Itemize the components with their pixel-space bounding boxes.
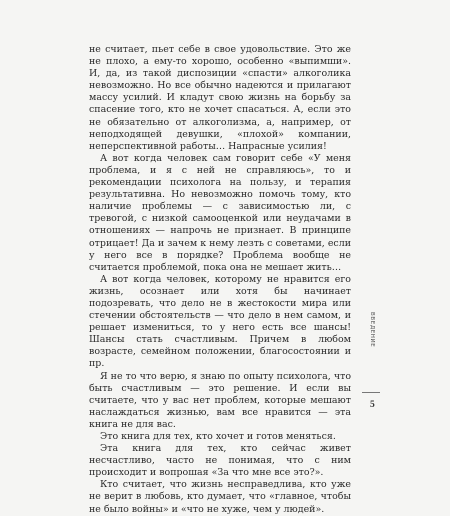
page-number: 5: [370, 400, 375, 410]
body-text: [89, 44, 351, 516]
paragraph: Эта книга для тех, кто сейчас живет несчастливо, часто не понимая, что с ним происходит и вопрошая «За что мне все это?».: [89, 443, 351, 479]
running-section-label: ВВЕДЕНИЕ: [369, 312, 375, 348]
paragraph: Это книга для тех, кто хочет и готов меняться.: [100, 431, 336, 442]
section-divider-rule: [362, 392, 380, 393]
paragraph: А вот когда человек сам говорит себе «У меня проблема, и я с ней не справляюсь», то и рекомендации психолога на пользу, и терапия результативна. Но невозможно помочь тому, кто наличие проблемы — с зависимостью ли, с тревогой, с низкой самооценкой или неудачами в отношениях — напрочь не признает. В принципе отрицает! Да и зачем к нему лезть с советами, если у него все в порядке? Проблема вообще не считается проблемой, пока она не мешает жить…: [89, 152, 351, 273]
paragraph: не считает, пьет себе в свое удовольствие. Это же не плохо, а ему-то хорошо, особенно «выпимши». И, да, из такой диспозиции «спасти» алкоголика невозможно. Но все обычно надеются и прилагают массу усилий. И кладут свою жизнь на борьбу за спасение того, кто не хочет спасаться. А, если это не обязательно от алкоголизма, а, например, от неподходящей девушки, «плохой» компании, неперспективной работы… Напрасные усилия!: [89, 44, 351, 152]
paragraph: Кто считает, что жизнь несправедлива, кто уже не верит в любовь, кто думает, что «главное, чтобы не было войны» и «что не хуже, чем у людей».: [89, 479, 351, 515]
paragraph: А вот когда человек, которому не нравится его жизнь, осознает или хотя бы начинает подозревать, что дело не в жестокости мира или стечении обстоятельств — что дело в нем самом, и решает измениться, то у него есть все шансы! Шансы стать счастливым. Причем в любом возрасте, семейном положении, благосостоянии и пр.: [89, 273, 351, 370]
paragraph: Я не то что верю, я знаю по опыту психолога, что быть счастливым — это решение. И если вы считаете, что у вас нет проблем, которые мешают наслаждаться жизнью, вам все нравится — эта книга не для вас.: [89, 370, 351, 430]
